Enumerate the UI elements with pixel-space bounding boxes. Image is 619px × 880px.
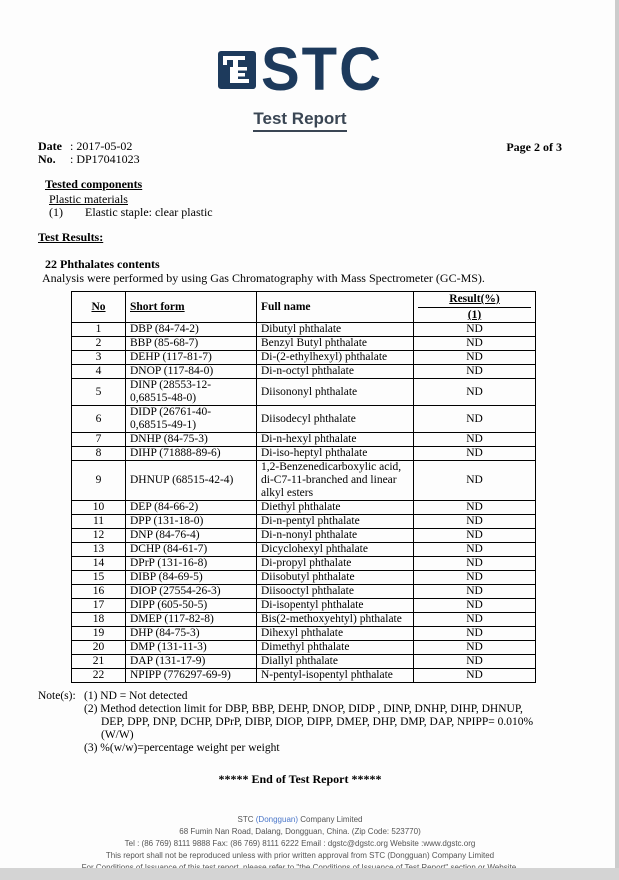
cell-result: ND (414, 669, 536, 683)
header-result: Result(%) (1) (414, 292, 536, 323)
cell-short-form: DIBP (84-69-5) (126, 571, 257, 585)
cell-full-name: Dihexyl phthalate (257, 627, 414, 641)
footer-company-highlight: (Dongguan) (255, 815, 298, 824)
cell-short-form: NPIPP (776297-69-9) (126, 669, 257, 683)
tested-components-heading: Tested components (45, 177, 143, 191)
cell-no: 1 (72, 323, 126, 337)
cell-no: 13 (72, 543, 126, 557)
table-row (72, 613, 536, 627)
cell-result: ND (414, 585, 536, 599)
item-index: (1) (49, 205, 63, 219)
report-no-value: : DP17041023 (70, 152, 140, 166)
page-edge-right (615, 0, 619, 880)
table-row (72, 669, 536, 683)
cell-short-form: DEHP (117-81-7) (126, 351, 257, 365)
cell-short-form: DNOP (117-84-0) (126, 365, 257, 379)
cell-result: ND (414, 461, 536, 501)
cell-no: 5 (72, 379, 126, 406)
cell-short-form: DHP (84-75-3) (126, 627, 257, 641)
cell-no: 11 (72, 515, 126, 529)
cell-short-form: DPrP (131-16-8) (126, 557, 257, 571)
cell-short-form: DMP (131-11-3) (126, 641, 257, 655)
test-results-heading: Test Results: (38, 230, 104, 244)
cell-no: 18 (72, 613, 126, 627)
footer-disclaimer-1: This report shall not be reproduced unless with prior written approval from STC (Dongguan) Company Limited (105, 851, 495, 860)
table-row (72, 461, 536, 501)
date-label: Date (38, 139, 62, 153)
cell-result: ND (414, 365, 536, 379)
report-page (38, 0, 562, 874)
cell-no: 8 (72, 447, 126, 461)
tested-component-item (49, 206, 562, 218)
cell-full-name: Diisobutyl phthalate (257, 571, 414, 585)
header-short-form: Short form (126, 292, 257, 323)
tested-components-section (45, 177, 562, 218)
cell-short-form: DEP (84-66-2) (126, 501, 257, 515)
phthalates-section (42, 257, 562, 285)
cell-short-form: DMEP (117-82-8) (126, 613, 257, 627)
table-row (72, 406, 536, 433)
cell-no: 22 (72, 669, 126, 683)
meta-no (38, 153, 140, 166)
table-row (72, 501, 536, 515)
cell-short-form: DHNUP (68515-42-4) (126, 461, 257, 501)
cell-short-form: DNP (84-76-4) (126, 529, 257, 543)
cell-result: ND (414, 501, 536, 515)
cell-full-name: Di-(2-ethylhexyl) phthalate (257, 351, 414, 365)
cell-short-form: DIOP (27554-26-3) (126, 585, 257, 599)
cell-full-name: Diisodecyl phthalate (257, 406, 414, 433)
cell-result: ND (414, 433, 536, 447)
cell-result: ND (414, 543, 536, 557)
report-footer (38, 814, 562, 874)
cell-short-form: DBP (84-74-2) (126, 323, 257, 337)
cell-full-name: Dibutyl phthalate (257, 323, 414, 337)
cell-result: ND (414, 515, 536, 529)
cell-short-form: DNHP (84-75-3) (126, 433, 257, 447)
cell-short-form: DCHP (84-61-7) (126, 543, 257, 557)
table-row (72, 543, 536, 557)
cell-no: 7 (72, 433, 126, 447)
end-of-report-marker: ***** End of Test Report ***** (218, 772, 382, 786)
item-text: Elastic staple: clear plastic (85, 205, 213, 219)
table-row (72, 557, 536, 571)
cell-full-name: Dicyclohexyl phthalate (257, 543, 414, 557)
table-row (72, 627, 536, 641)
page-edge-bottom (0, 868, 619, 880)
cell-short-form: DIPP (605-50-5) (126, 599, 257, 613)
cell-full-name: Di-propyl phthalate (257, 557, 414, 571)
cell-full-name: Di-n-hexyl phthalate (257, 433, 414, 447)
cell-no: 16 (72, 585, 126, 599)
cell-result: ND (414, 529, 536, 543)
cell-result: ND (414, 406, 536, 433)
note-item: (1) ND = Not detected (84, 690, 188, 702)
report-no-label: No. (38, 152, 56, 166)
cell-result: ND (414, 323, 536, 337)
phthalates-method: Analysis were performed by using Gas Chromatography with Mass Spectrometer (GC-MS). (42, 271, 485, 285)
page-title: Test Report (253, 109, 346, 132)
cell-full-name: Diethyl phthalate (257, 501, 414, 515)
cell-no: 2 (72, 337, 126, 351)
cell-full-name: Di-n-nonyl phthalate (257, 529, 414, 543)
tested-components-subheading: Plastic materials (49, 192, 128, 206)
cell-no: 17 (72, 599, 126, 613)
cell-full-name: Benzyl Butyl phthalate (257, 337, 414, 351)
table-row (72, 585, 536, 599)
cell-result: ND (414, 337, 536, 351)
cell-full-name: 1,2-Benzenedicarboxylic acid, di-C7-11-branched and linear alkyl esters (257, 461, 414, 501)
cell-no: 3 (72, 351, 126, 365)
cell-no: 14 (72, 557, 126, 571)
stc-logo-icon (217, 48, 257, 92)
cell-full-name: Di-iso-heptyl phthalate (257, 447, 414, 461)
cell-short-form: BBP (85-68-7) (126, 337, 257, 351)
note-item: (2) Method detection limit for DBP, BBP, DEHP, DNOP, DIDP , DINP, DNHP, DIHP, DHNUP, DEP, DPP, DNP, DCHP, DPrP, DIBP, DIOP, DIPP, DMEP, DHP, DMP, DAP, NPIPP= 0.010% (W/W) (84, 703, 534, 741)
cell-no: 9 (72, 461, 126, 501)
table-row (72, 641, 536, 655)
cell-short-form: DAP (131-17-9) (126, 655, 257, 669)
footer-address: 68 Fumin Nan Road, Dalang, Dongguan, China. (Zip Code: 523770) (179, 827, 421, 836)
cell-result: ND (414, 613, 536, 627)
header-no: No (72, 292, 126, 323)
table-row (72, 433, 536, 447)
table-row (72, 379, 536, 406)
cell-no: 4 (72, 365, 126, 379)
cell-no: 19 (72, 627, 126, 641)
table-row (72, 529, 536, 543)
page-number: Page 2 of 3 (506, 140, 562, 154)
cell-short-form: DIDP (26761-40-0,68515-49-1) (126, 406, 257, 433)
footer-company-line: STC (Dongguan) Company Limited (237, 815, 363, 824)
cell-result: ND (414, 379, 536, 406)
cell-full-name: Diallyl phthalate (257, 655, 414, 669)
cell-full-name: Di-isopentyl phthalate (257, 599, 414, 613)
cell-short-form: DINP (28553-12-0,68515-48-0) (126, 379, 257, 406)
cell-no: 21 (72, 655, 126, 669)
cell-result: ND (414, 447, 536, 461)
notes-section (38, 690, 562, 755)
cell-full-name: Dimethyl phthalate (257, 641, 414, 655)
cell-result: ND (414, 557, 536, 571)
cell-full-name: N-pentyl-isopentyl phthalate (257, 669, 414, 683)
table-row (72, 323, 536, 337)
table-body (72, 323, 536, 683)
cell-result: ND (414, 599, 536, 613)
cell-full-name: Bis(2-methoxyehtyl) phthalate (257, 613, 414, 627)
cell-full-name: Diisooctyl phthalate (257, 585, 414, 599)
notes-label: Note(s): (38, 690, 76, 702)
cell-no: 12 (72, 529, 126, 543)
date-value: : 2017-05-02 (70, 139, 133, 153)
table-row (72, 351, 536, 365)
header-full-name: Full name (257, 292, 414, 323)
report-meta (38, 140, 562, 166)
table-row (72, 599, 536, 613)
cell-no: 6 (72, 406, 126, 433)
cell-result: ND (414, 641, 536, 655)
table-row (72, 447, 536, 461)
cell-full-name: Di-n-octyl phthalate (257, 365, 414, 379)
cell-no: 15 (72, 571, 126, 585)
phthalates-heading: 22 Phthalates contents (45, 257, 160, 271)
cell-result: ND (414, 655, 536, 669)
cell-short-form: DPP (131-18-0) (126, 515, 257, 529)
stc-logo-text: STC (261, 35, 383, 104)
note-item: (3) %(w/w)=percentage weight per weight (84, 742, 280, 754)
stc-logo (38, 35, 562, 104)
table-row (72, 655, 536, 669)
cell-result: ND (414, 627, 536, 641)
table-row (72, 515, 536, 529)
cell-full-name: Di-n-pentyl phthalate (257, 515, 414, 529)
cell-short-form: DIHP (71888-89-6) (126, 447, 257, 461)
table-header-row (72, 292, 536, 323)
cell-result: ND (414, 351, 536, 365)
cell-full-name: Diisononyl phthalate (257, 379, 414, 406)
table-row (72, 571, 536, 585)
table-row (72, 337, 536, 351)
cell-no: 10 (72, 501, 126, 515)
table-row (72, 365, 536, 379)
footer-contact: Tel : (86 769) 8111 9888 Fax: (86 769) 8111 6222 Email : dgstc@dgstc.org Website :www.dgstc.org (124, 839, 476, 848)
phthalates-table (71, 291, 536, 683)
cell-no: 20 (72, 641, 126, 655)
cell-result: ND (414, 571, 536, 585)
